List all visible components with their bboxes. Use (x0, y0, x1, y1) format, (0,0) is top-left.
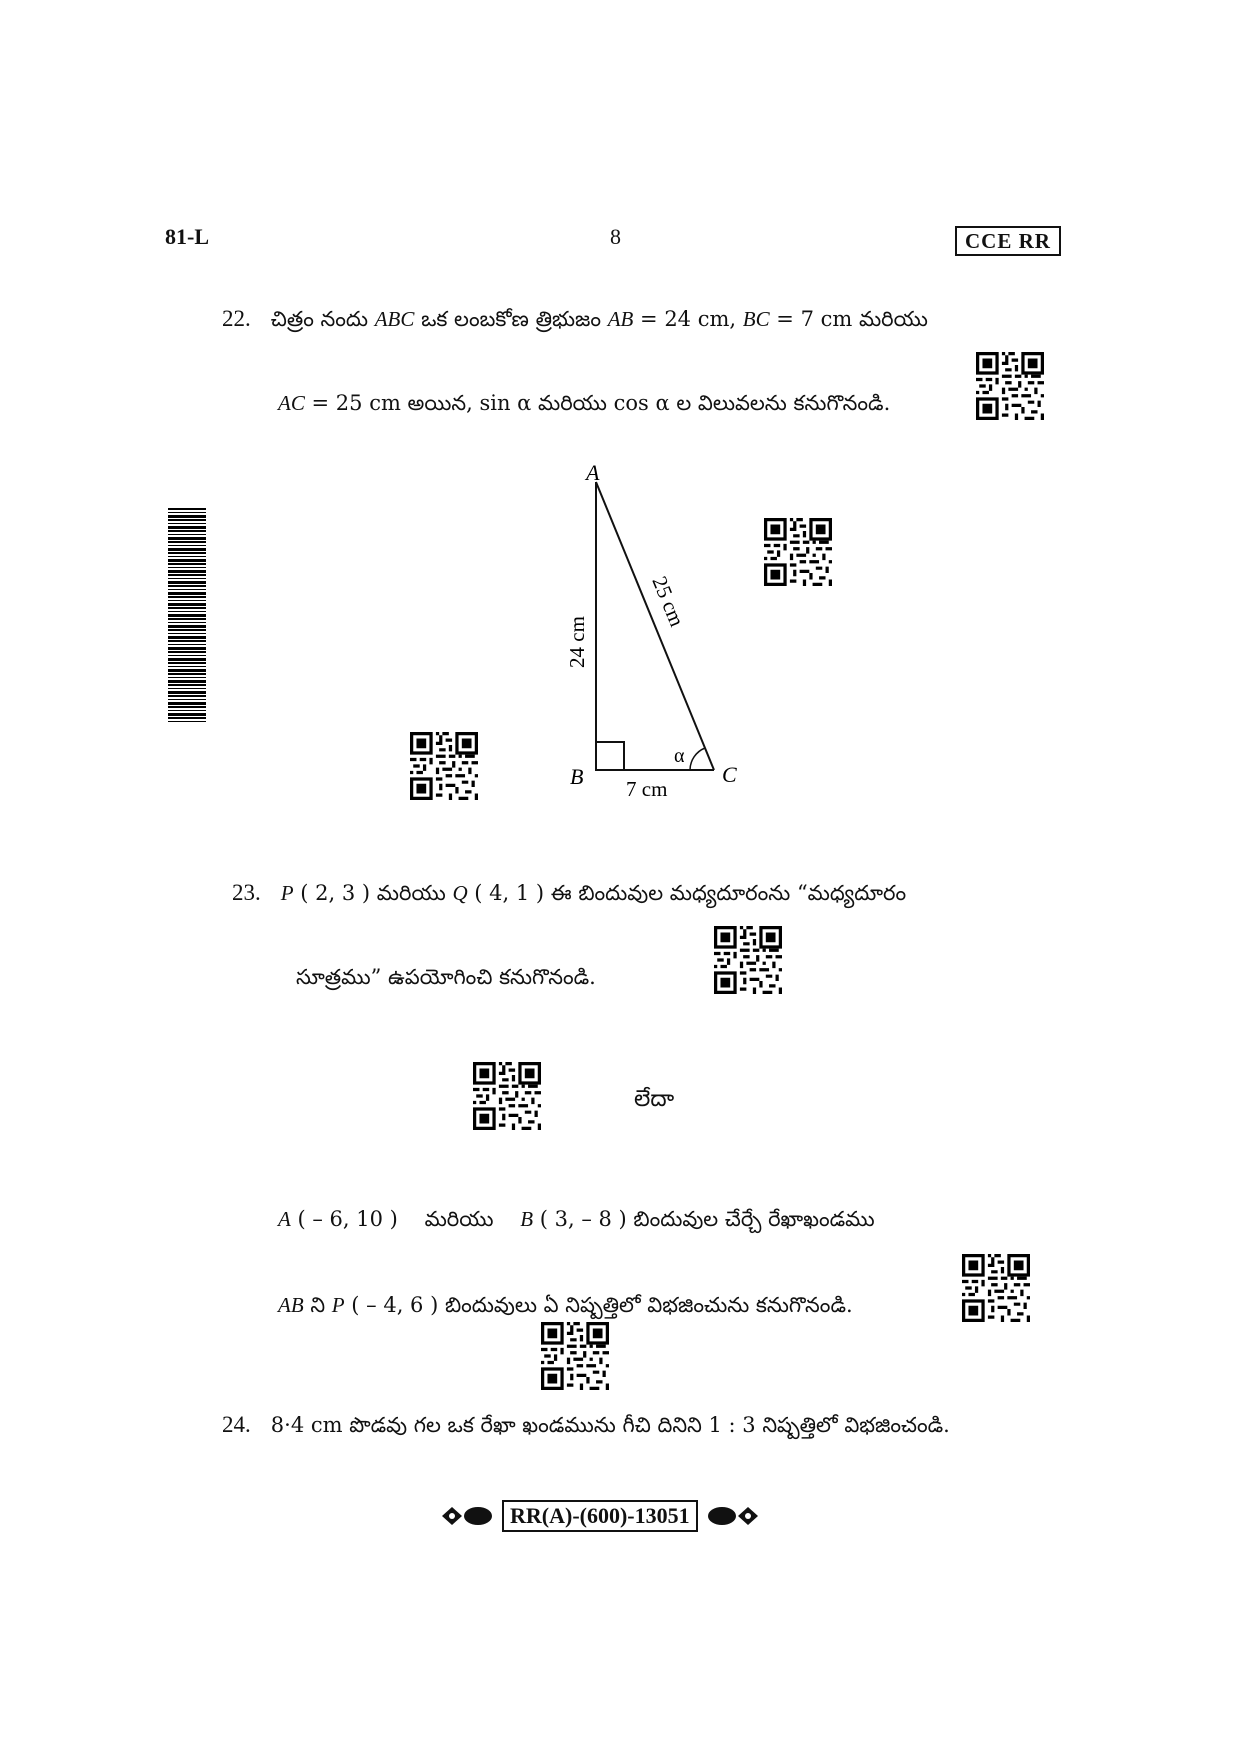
vertex-a-label: A (586, 460, 600, 485)
question-number: 23. (232, 880, 261, 905)
footer-code: RR(A)-(600)-13051 (502, 1500, 698, 1532)
barcode (168, 508, 206, 722)
qr-code (962, 1254, 1030, 1322)
qr-code (541, 1322, 609, 1390)
ornament-right-icon (704, 1501, 760, 1531)
right-angle-mark (596, 742, 624, 770)
side-bc-label: 7 cm (626, 777, 668, 800)
question-number: 22. (222, 306, 251, 331)
page-number: 8 (610, 224, 621, 249)
or-separator: లేదా (634, 1086, 675, 1112)
question-23-line2: సూత్రము” ఉపయోగించి కనుగొనండి. (296, 965, 596, 989)
question-22-line2: AC = 25 cm అయిన, sin α మరియు cos α ల విలువలను కనుగొనండి. (278, 391, 891, 415)
side-ac-label: 25 cm (647, 572, 690, 630)
qr-code (714, 926, 782, 994)
question-23-alt-line1: A ( – 6, 10 ) మరియు B ( 3, – 8 ) బిందువుల చేర్చే రేఖాఖండము (278, 1207, 875, 1231)
question-22-line1: 22. చిత్రం నందు ABC ఒక లంబకోణ త్రిభుజం AB = 24 cm, BC = 7 cm మరియు (222, 306, 928, 331)
vertex-b-label: B (570, 764, 584, 789)
qr-code (410, 732, 478, 800)
qr-code (473, 1062, 541, 1130)
footer (440, 1500, 760, 1532)
angle-label: α (674, 745, 685, 767)
vertex-c-label: C (722, 762, 737, 787)
paper-code: 81-L (165, 224, 209, 249)
question-23-alt-line2: AB ని P ( – 4, 6 ) బిందువులు ఏ నిష్పత్తిలో విభజించును కనుగొనండి. (278, 1293, 853, 1317)
question-24: 24. 8·4 cm పొడవు గల ఒక రేఖా ఖండమును గీచి దినిని 1 : 3 నిష్పత్తిలో విభజించండి. (222, 1412, 950, 1437)
side-ac (596, 482, 714, 770)
qr-code (976, 352, 1044, 420)
angle-arc (690, 748, 705, 770)
triangle-figure (540, 450, 760, 800)
side-ab-label: 24 cm (565, 616, 589, 668)
series-badge: CCE RR (955, 226, 1061, 256)
question-23-line1: 23. P ( 2, 3 ) మరియు Q ( 4, 1 ) ఈ బిందువుల మధ్యదూరంను “మధ్యదూరం (232, 880, 907, 905)
qr-code (764, 518, 832, 586)
ornament-left-icon (440, 1501, 496, 1531)
question-number: 24. (222, 1412, 251, 1437)
